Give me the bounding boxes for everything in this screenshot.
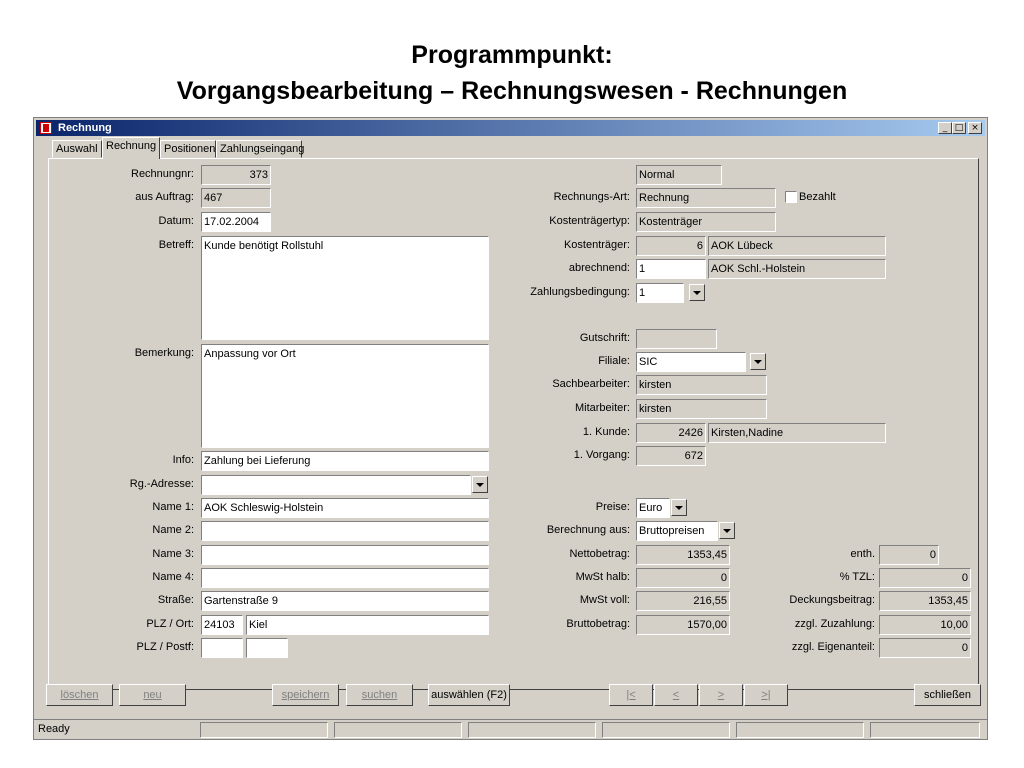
betreff-textarea[interactable]: Kunde benötigt Rollstuhl [201, 236, 489, 340]
window-title: Rechnung [58, 122, 112, 134]
abrechnend-label: abrechnend: [568, 262, 630, 274]
zahlungsbedingung-dropdown-icon[interactable] [689, 284, 705, 301]
slide-title-line1: Programmpunkt: [411, 41, 613, 69]
info-input[interactable]: Zahlung bei Lieferung [201, 451, 489, 471]
status-field: Normal [636, 165, 722, 185]
bemerkung-label: Bemerkung: [134, 347, 194, 359]
plz-input[interactable]: 24103 [201, 615, 243, 635]
next-record-button[interactable] [699, 684, 743, 706]
netto-field: 1353,45 [636, 545, 730, 565]
mwsthalb-field: 0 [636, 568, 730, 588]
mitarbeiter-field: kirsten [636, 399, 767, 419]
prev-record-label: < [672, 689, 680, 701]
bezahlt-label: Bezahlt [799, 191, 836, 203]
rechnungsart-label: Rechnungs-Art: [553, 191, 630, 203]
name3-input[interactable] [201, 545, 489, 565]
kostentraeger-name-field: AOK Lübeck [708, 236, 886, 256]
info-label: Info: [172, 454, 194, 466]
mitarbeiter-label: Mitarbeiter: [574, 402, 630, 414]
last-record-button[interactable] [744, 684, 788, 706]
status-cell-5 [736, 722, 864, 738]
plz-postf-input[interactable] [201, 638, 243, 658]
ort-input[interactable]: Kiel [246, 615, 489, 635]
mwstvoll-label: MwSt voll: [579, 594, 630, 606]
berechnung-label: Berechnung aus: [546, 524, 630, 536]
app-icon [40, 122, 52, 134]
vorgang-label: 1. Vorgang: [573, 449, 630, 461]
status-cell-6 [870, 722, 980, 738]
abrechnend-name-field: AOK Schl.-Holstein [708, 259, 886, 279]
neu-button-label: neu [143, 689, 162, 701]
eigenanteil-label: zzgl. Eigenanteil: [791, 641, 875, 653]
rgadresse-dropdown-icon[interactable] [472, 476, 488, 493]
name1-label: Name 1: [152, 501, 194, 513]
bemerkung-textarea[interactable]: Anpassung vor Ort [201, 344, 489, 448]
next-record-label: > [717, 689, 725, 701]
first-record-label: |< [626, 689, 636, 701]
status-cell-3 [468, 722, 596, 738]
kostentraegertyp-label: Kostenträgertyp: [549, 215, 630, 227]
rgadresse-select[interactable] [201, 475, 471, 495]
postf-input[interactable] [246, 638, 288, 658]
strasse-label: Straße: [157, 594, 194, 606]
suchen-button[interactable] [346, 684, 413, 706]
status-cell-4 [602, 722, 730, 738]
mwstvoll-field: 216,55 [636, 591, 730, 611]
last-record-label: >| [761, 689, 771, 701]
gutschrift-field [636, 329, 717, 349]
kunde-nr-field: 2426 [636, 423, 706, 443]
auftrag-field: 467 [201, 188, 271, 208]
abrechnend-nr-input[interactable]: 1 [636, 259, 706, 279]
preise-label: Preise: [595, 501, 630, 513]
filiale-label: Filiale: [598, 355, 630, 367]
filiale-select[interactable]: SIC [636, 352, 746, 372]
minimize-button[interactable]: _ [938, 122, 952, 134]
first-record-button[interactable] [609, 684, 653, 706]
tab-zahlungseingang[interactable]: Zahlungseingang [216, 140, 302, 158]
maximize-button[interactable]: □ [952, 122, 966, 134]
name4-label: Name 4: [152, 571, 194, 583]
eigenanteil-field: 0 [879, 638, 971, 658]
datum-label: Datum: [158, 215, 194, 227]
plzpostf-label: PLZ / Postf: [136, 641, 194, 653]
betreff-label: Betreff: [158, 239, 194, 251]
zahlungsbedingung-label: Zahlungsbedingung: [530, 286, 630, 298]
schliessen-button[interactable]: schließen [914, 684, 981, 706]
bezahlt-checkbox[interactable] [785, 191, 797, 203]
mwsthalb-label: MwSt halb: [575, 571, 630, 583]
zahlungsbedingung-select[interactable]: 1 [636, 283, 684, 303]
loeschen-button[interactable] [46, 684, 113, 706]
vorgang-field: 672 [636, 446, 706, 466]
suchen-button-label: suchen [361, 689, 398, 701]
berechnung-select[interactable]: Bruttopreisen [636, 521, 718, 541]
status-cell-1 [200, 722, 328, 738]
rechnungnr-label: Rechnungnr: [131, 168, 194, 180]
speichern-button-label: speichern [281, 689, 330, 701]
rechnungnr-field: 373 [201, 165, 271, 185]
status-cell-2 [334, 722, 462, 738]
sachbearbeiter-label: Sachbearbeiter: [552, 378, 630, 390]
rechnung-window [33, 117, 988, 740]
gutschrift-label: Gutschrift: [579, 332, 630, 344]
brutto-label: Bruttobetrag: [566, 618, 630, 630]
plzort-label: PLZ / Ort: [146, 618, 194, 630]
tzl-field: 0 [879, 568, 971, 588]
preise-dropdown-icon[interactable] [671, 499, 687, 516]
filiale-dropdown-icon[interactable] [750, 353, 766, 370]
kostentraeger-label: Kostenträger: [563, 239, 630, 251]
tab-auswahl[interactable]: Auswahl [52, 140, 102, 158]
auftrag-label: aus Auftrag: [135, 191, 194, 203]
status-text: Ready [38, 723, 70, 735]
enth-label: enth. [850, 548, 875, 560]
kunde-name-field: Kirsten,Nadine [708, 423, 886, 443]
loeschen-button-label: löschen [60, 689, 99, 701]
sachbearbeiter-field: kirsten [636, 375, 767, 395]
rgadresse-label: Rg.-Adresse: [129, 478, 194, 490]
name2-label: Name 2: [152, 524, 194, 536]
prev-record-button[interactable] [654, 684, 698, 706]
name4-input[interactable] [201, 568, 489, 588]
kunde-label: 1. Kunde: [582, 426, 630, 438]
neu-button[interactable] [119, 684, 186, 706]
auswaehlen-button[interactable]: auswählen (F2) [428, 684, 510, 706]
enth-field: 0 [879, 545, 939, 565]
berechnung-dropdown-icon[interactable] [719, 522, 735, 539]
name3-label: Name 3: [152, 548, 194, 560]
tzl-label: % TZL: [839, 571, 875, 583]
rechnungsart-field: Rechnung [636, 188, 776, 208]
preise-select[interactable]: Euro [636, 498, 670, 518]
tab-positionen[interactable]: Positionen [160, 140, 216, 158]
window-titlebar[interactable] [36, 120, 985, 136]
name2-input[interactable] [201, 521, 489, 541]
name1-input[interactable]: AOK Schleswig-Holstein [201, 498, 489, 518]
status-bar [34, 719, 987, 737]
speichern-button[interactable] [272, 684, 339, 706]
tab-rechnung[interactable]: Rechnung [102, 137, 160, 159]
netto-label: Nettobetrag: [569, 548, 630, 560]
strasse-input[interactable]: Gartenstraße 9 [201, 591, 489, 611]
kostentraeger-nr-field: 6 [636, 236, 706, 256]
deckung-field: 1353,45 [879, 591, 971, 611]
slide-title-line2: Vorgangsbearbeitung – Rechnungswesen - Rechnungen [176, 77, 848, 105]
brutto-field: 1570,00 [636, 615, 730, 635]
close-button[interactable]: × [968, 122, 982, 134]
kostentraegertyp-field: Kostenträger [636, 212, 776, 232]
datum-input[interactable]: 17.02.2004 [201, 212, 271, 232]
zuzahlung-field: 10,00 [879, 615, 971, 635]
zuzahlung-label: zzgl. Zuzahlung: [794, 618, 875, 630]
deckung-label: Deckungsbeitrag: [789, 594, 875, 606]
